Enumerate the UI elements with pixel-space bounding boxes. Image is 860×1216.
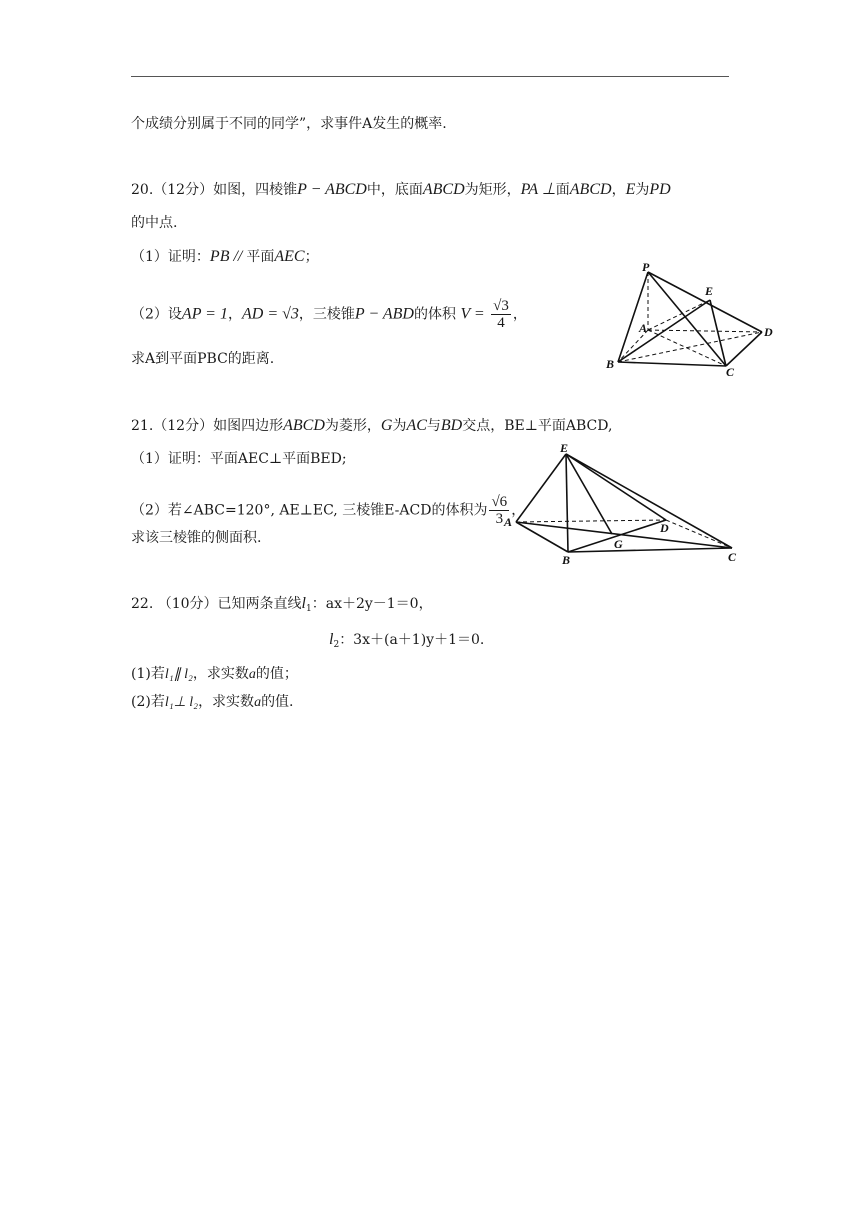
q22-stem: 22. （10分）已知两条直线$l_1$：ax＋2y－1＝0， (131, 595, 433, 614)
fig21-label-b: B (562, 553, 571, 567)
prev-question-tail: 个成绩分别属于不同的同学”，求事件A发生的概率. (131, 116, 447, 132)
fig20-label-c: C (726, 365, 735, 377)
q21-volume-fraction: $\frac{√6}{3}$ (491, 494, 508, 527)
q20-stem: 20.（12分）如图，四棱锥P − ABCD中，底面ABCD为矩形，PA ⊥面ABCD，E为PD (131, 181, 671, 198)
q21-part2-line2: 求该三棱锥的侧面积. (131, 530, 262, 546)
q20-part2: （2）设AP = 1，AD = √3，三棱锥P − ABD的体积 V = $\frac{√3}{4}$ ， (131, 298, 527, 331)
fig21-label-a: A (504, 515, 513, 529)
fig20-label-p: P (642, 262, 650, 274)
q20-part1: （1）证明：PB // 平面AEC； (131, 248, 319, 265)
fig21-label-d: D (660, 521, 669, 535)
q22-part2: (2)若l₁⊥ l₂，求实数a的值. (131, 694, 294, 710)
q20-part2-line2: 求A到平面PBC的距离. (131, 351, 275, 367)
q21-part1: （1）证明：平面AEC⊥平面BED; (131, 451, 347, 467)
fig20-label-a: A (639, 321, 648, 335)
volume-fraction: $\frac{√3}{4}$ (493, 298, 509, 331)
fig20-label-e: E (705, 284, 714, 298)
fig20-label-d: D (764, 325, 773, 339)
fig20-label-b: B (606, 357, 615, 371)
fig21-label-g: G (614, 537, 623, 551)
q22-line-l2: $l_2$：3x＋(a＋1)y＋1＝0. (329, 631, 485, 650)
fig21-label-c: C (728, 550, 737, 564)
header-rule (131, 76, 729, 77)
q20-stem-line2: 的中点. (131, 215, 178, 231)
q21-stem: 21.（12分）如图四边形ABCD为菱形，G为AC与BD交点，BE⊥平面ABCD, (131, 417, 613, 434)
q21-part2: （2）若∠ABC=120°, AE⊥EC, 三棱锥E-ACD的体积为 $\frac{√6}{3}$ ， (131, 494, 526, 527)
q21-pyramid-figure (500, 440, 750, 570)
q20-pyramid-figure (600, 262, 775, 377)
q22-part1: (1)若l₁∥ l₂，求实数a的值； (131, 666, 298, 682)
fig21-label-e: E (560, 441, 569, 455)
